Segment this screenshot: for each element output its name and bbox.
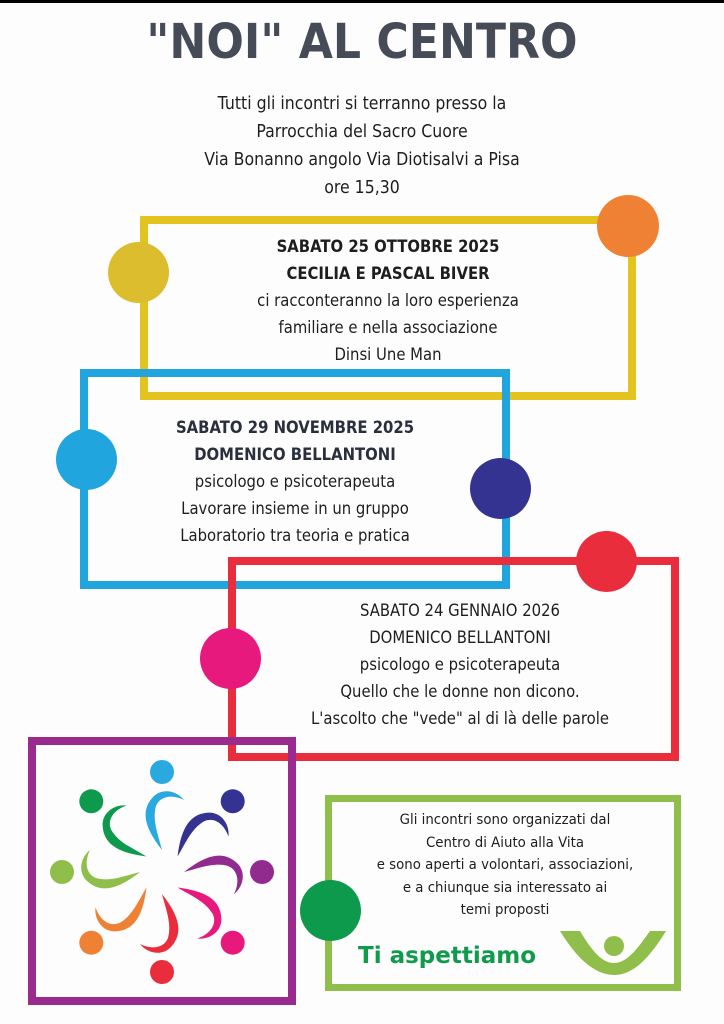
page-title: "NOI" AL CENTRO <box>146 14 578 70</box>
event-desc-line: familiare e nella associazione <box>278 318 498 337</box>
event-desc-line: psicologo e psicoterapeuta <box>359 655 561 674</box>
info-text <box>344 809 666 922</box>
event-date: SABATO 25 OTTOBRE 2025 <box>276 237 500 256</box>
event-desc-line: psicologo e psicoterapeuta <box>194 472 396 491</box>
info-line: temi proposti <box>460 902 550 918</box>
venue-line: Tutti gli incontri si terranno presso la <box>217 94 507 114</box>
event-text-october <box>165 233 611 368</box>
venue-line: Via Bonanno angolo Via Diotisalvi a Pisa <box>204 150 520 170</box>
top-border <box>0 0 724 3</box>
event-speaker: DOMENICO BELLANTONI <box>369 628 551 647</box>
magenta-dot <box>200 628 261 689</box>
people-circle-logo-icon <box>40 750 284 994</box>
event-desc-line: Quello che le donne non dicono. <box>340 682 580 701</box>
red-dot <box>576 531 637 592</box>
info-line: Gli incontri sono organizzati dal <box>399 812 611 828</box>
event-speaker: DOMENICO BELLANTONI <box>194 445 396 464</box>
event-desc-line: ci racconteranno la loro esperienza <box>257 291 519 310</box>
event-date: SABATO 29 NOVEMBRE 2025 <box>175 418 415 437</box>
event-desc-line: Laboratorio tra teoria e pratica <box>180 526 410 545</box>
venue-line: Parrocchia del Sacro Cuore <box>256 122 468 142</box>
event-date: SABATO 24 GENNAIO 2026 <box>360 601 560 620</box>
yellow-dot <box>108 242 169 303</box>
event-desc-line: Lavorare insieme in un gruppo <box>181 499 409 518</box>
venue-info <box>36 90 688 202</box>
event-text-november <box>102 414 489 549</box>
event-speaker: CECILIA E PASCAL BIVER <box>286 264 490 283</box>
venue-line: ore 15,30 <box>324 178 400 198</box>
event-desc-line: L'ascolto che "vede" al di là delle parole <box>310 709 609 728</box>
info-line: Centro di Aiuto alla Vita <box>425 834 585 851</box>
event-text-january <box>262 597 658 732</box>
event-desc-line: Dinsi Une Man <box>334 345 442 364</box>
open-arms-person-icon <box>558 925 668 977</box>
info-line: e a chiunque sia interessato ai <box>402 879 608 896</box>
info-line: e sono aperti a volontari, associazioni, <box>376 857 634 873</box>
welcome-message: Ti aspettiamo <box>358 943 537 969</box>
